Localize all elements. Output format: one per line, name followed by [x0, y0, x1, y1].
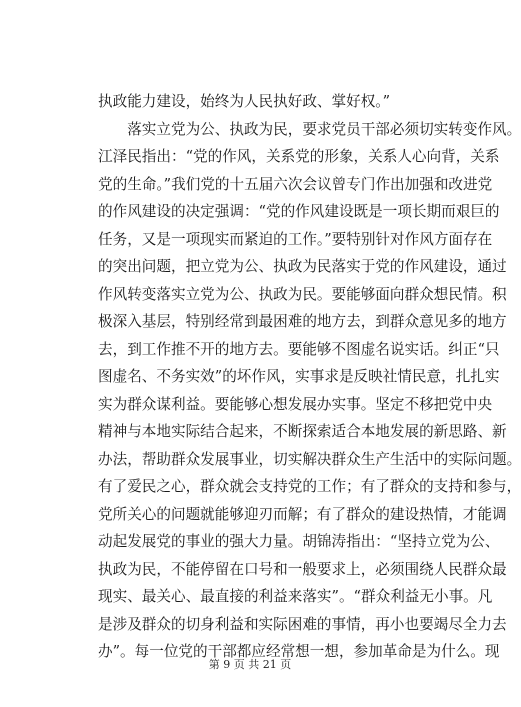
text-line: 任务，又是一项现实而紧迫的工作。”要特别针对作风方面存在: [98, 230, 493, 248]
text-line: 精神与本地实际结合起来，不断探索适合本地发展的新思路、新: [98, 423, 507, 440]
text-line: 落实立党为公、执政为民，要求党员干部必须切实转变作风。: [98, 120, 521, 138]
text-line: 现实、最关心、最直接的利益来落实”。“群众利益无小事。凡: [98, 588, 493, 605]
text-line: 的作风建设的决定强调：“党的作风建设既是一项长期而艰巨的: [98, 203, 500, 220]
text-line: 作风转变落实立党为公、执政为民。要能够面向群众想民情。积: [98, 285, 507, 303]
text-line: 极深入基层，特别经常到最困难的地方去，到群众意见多的地方: [98, 313, 507, 330]
text-line: 执政为民，不能停留在口号和一般要求上，必须围绕人民群众最: [98, 560, 507, 578]
text-line: 办法，帮助群众发展事业，切实解决群众生产生活中的实际问题。: [98, 450, 521, 468]
text-line: 有了爱民之心，群众就会支持党的工作；有了群众的支持和参与，: [98, 478, 521, 495]
text-line: 去，到工作推不开的地方去。要能够不图虚名说实话。纠正“只: [98, 340, 500, 358]
body-text: [98, 88, 521, 666]
text-line: 党所关心的问题就能够迎刃而解；有了群众的建设热情，才能调: [98, 505, 507, 523]
text-line: 实为群众谋利益。要能够心想发展办实事。坚定不移把党中央: [98, 395, 493, 413]
text-line: 办”。每一位党的干部都应经常想一想，参加革命是为什么。现: [98, 643, 500, 660]
text-line: 动起发展党的事业的强大力量。胡锦涛指出：“坚持立党为公、: [98, 533, 500, 550]
page-number-footer: 第 9 页 共 21 页: [208, 658, 292, 671]
text-line: 江泽民指出：“党的作风，关系党的形象，关系人心向背，关系: [98, 148, 500, 165]
text-line: 党的生命。”我们党的十五届六次会议曾专门作出加强和改进党: [98, 175, 493, 193]
text-line: 图虚名、不务实效”的坏作风，实事求是反映社情民意，扎扎实: [98, 368, 500, 385]
text-line: 是涉及群众的切身利益和实际困难的事情，再小也要竭尽全力去: [98, 615, 507, 633]
text-line: 执政能力建设，始终为人民执好政、掌好权。”: [98, 93, 391, 110]
text-line: 的突出问题，把立党为公、执政为民落实于党的作风建设，通过: [98, 258, 507, 275]
